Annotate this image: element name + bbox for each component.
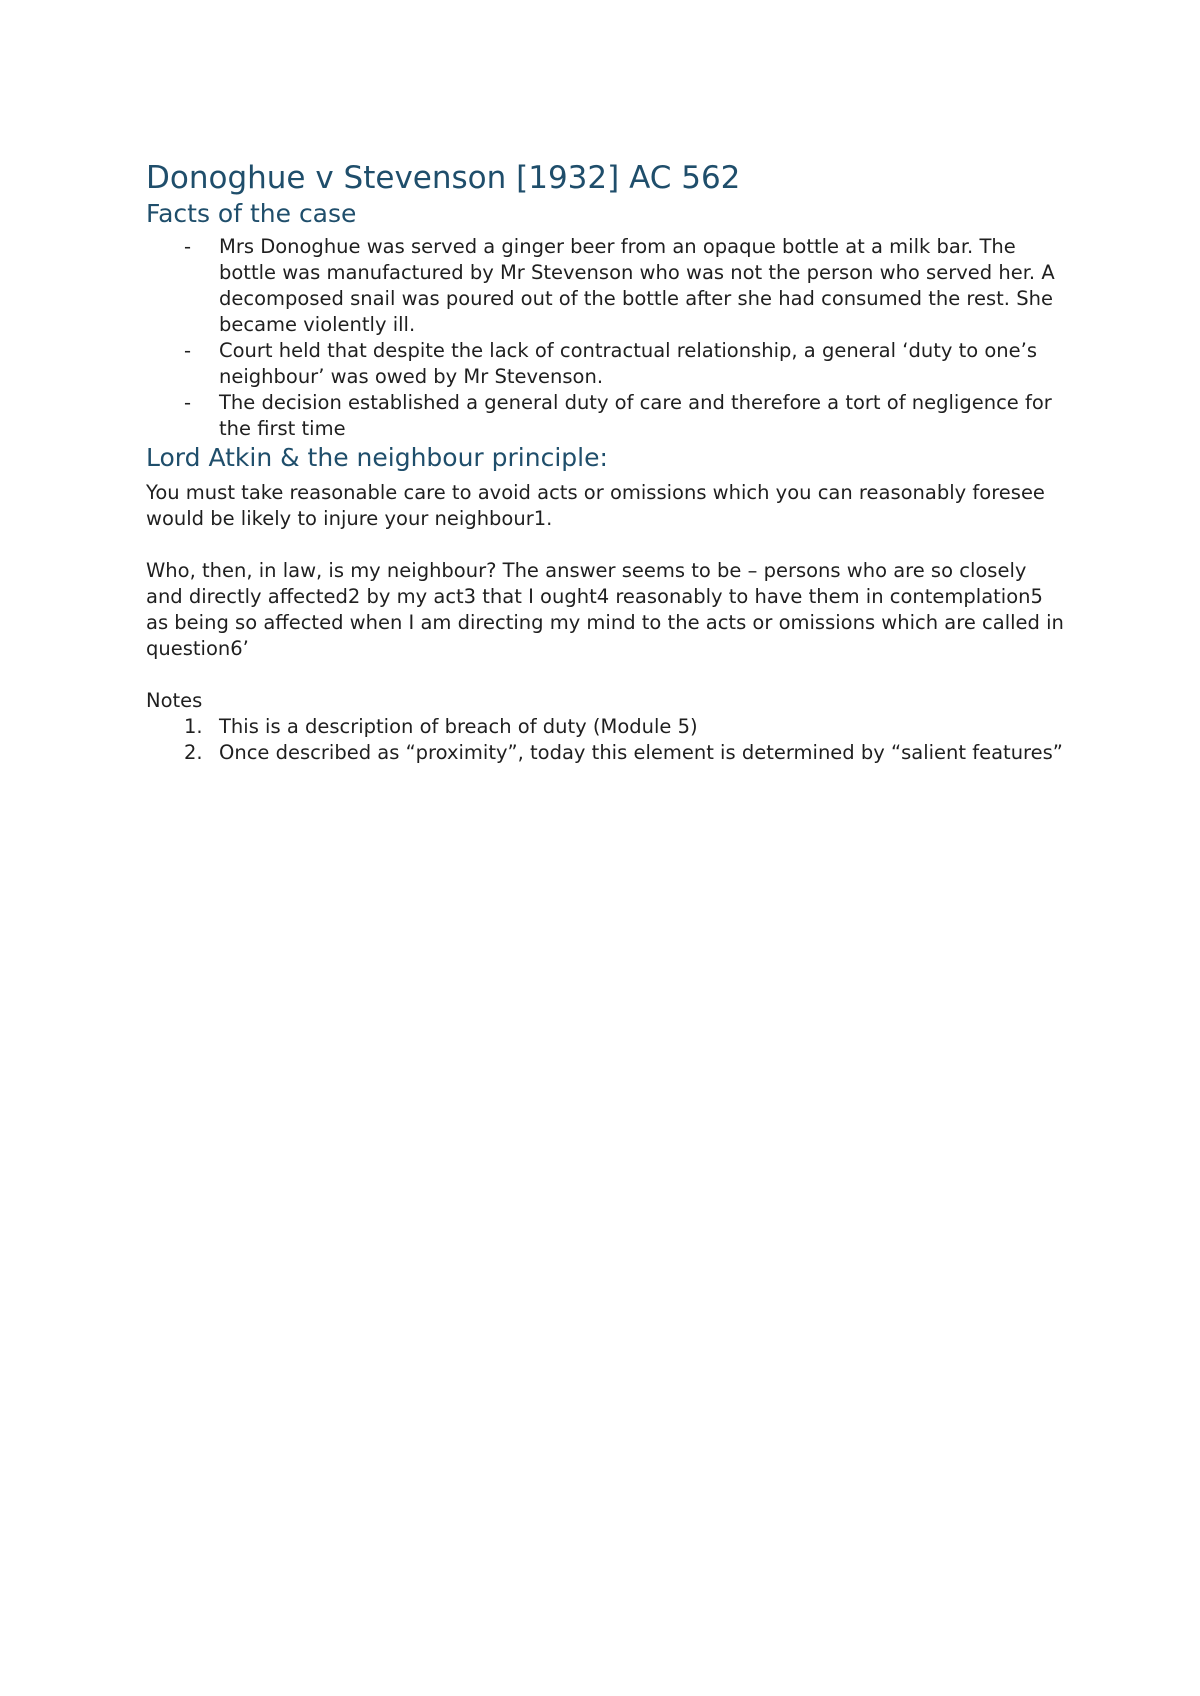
list-item bbox=[146, 740, 1066, 766]
bullet-marker: - bbox=[184, 235, 192, 258]
notes-list bbox=[146, 714, 1066, 766]
facts-list bbox=[146, 234, 1066, 442]
bullet-marker: - bbox=[184, 391, 192, 414]
notes-label: Notes bbox=[146, 689, 203, 712]
fact-text: Mrs Donoghue was served a ginger beer from an opaque bottle at a milk bar. The bottle was manufactured by Mr Stevenson who was not the person who served her. A decomposed snail was poured out of the bottle after she had consumed the rest. She became violently ill. bbox=[219, 235, 1055, 336]
bullet-marker: - bbox=[184, 339, 192, 362]
document-title: Donoghue v Stevenson [1932] AC 562 bbox=[146, 160, 741, 196]
facts-heading: Facts of the case bbox=[146, 199, 357, 228]
note-text: This is a description of breach of duty (Module 5) bbox=[219, 715, 698, 738]
list-item bbox=[146, 338, 1066, 390]
document-page bbox=[146, 158, 1066, 766]
neighbour-heading: Lord Atkin & the neighbour principle: bbox=[146, 443, 608, 472]
fact-text: Court held that despite the lack of contractual relationship, a general ‘duty to one’s neighbour’ was owed by Mr Stevenson. bbox=[219, 339, 1037, 388]
note-text: Once described as “proximity”, today this element is determined by “salient features” bbox=[219, 741, 1063, 764]
list-item bbox=[146, 390, 1066, 442]
neighbour-paragraph-2: Who, then, in law, is my neighbour? The answer seems to be – persons who are so closely and directly affected2 by my act3 that I ought4 reasonably to have them in contemplation5 as being so affected when I am directing my mind to the acts or omissions which are called in question6’ bbox=[146, 559, 1064, 660]
note-number: 1. bbox=[184, 715, 203, 738]
note-number: 2. bbox=[184, 741, 203, 764]
fact-text: The decision established a general duty of care and therefore a tort of negligence for the first time bbox=[219, 391, 1052, 440]
neighbour-paragraph-1: You must take reasonable care to avoid acts or omissions which you can reasonably foresee would be likely to injure your neighbour1. bbox=[146, 481, 1045, 530]
list-item bbox=[146, 714, 1066, 740]
list-item bbox=[146, 234, 1066, 338]
